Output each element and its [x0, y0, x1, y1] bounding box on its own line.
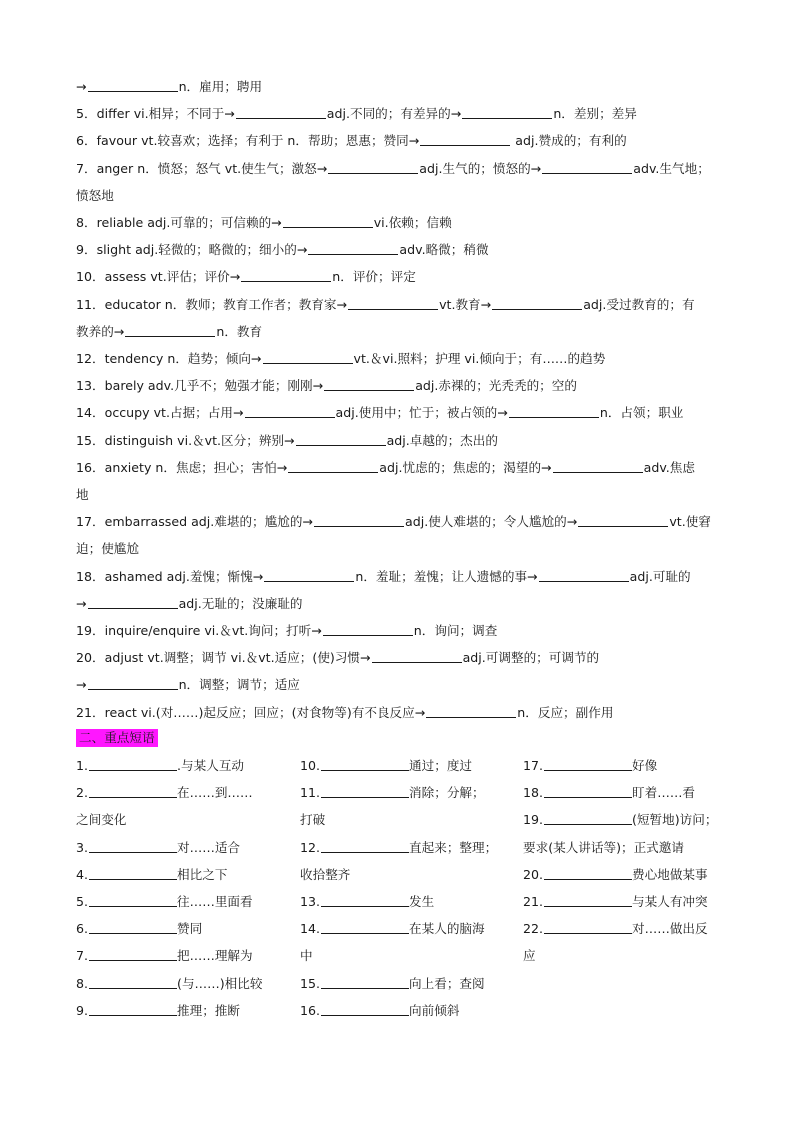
phrase-line: 17. 好像 — [523, 758, 658, 773]
fill-in-blank[interactable] — [89, 838, 177, 853]
fill-in-blank[interactable] — [321, 756, 409, 771]
phrase-line: 之间变化 — [76, 812, 127, 828]
fill-in-blank[interactable] — [245, 403, 335, 418]
fill-in-blank[interactable] — [542, 159, 632, 174]
fill-in-blank[interactable] — [89, 1001, 177, 1016]
fill-in-blank[interactable] — [492, 295, 582, 310]
phrase-line: 7. 把……理解为 — [76, 948, 253, 964]
vocab-line: 18．ashamed adj.羞愧；惭愧→ n．羞耻；羞愧；让人遗憾的事→ adj.可耻的 — [76, 568, 691, 584]
fill-in-blank[interactable] — [544, 756, 632, 771]
vocab-line: 17．embarrassed adj.难堪的；尴尬的→ adj.使人难堪的；令人尴尬的→ vt.使窘 — [76, 514, 711, 530]
vocab-line: 21．react vi.(对……)起反应；回应；(对食物等)有不良反应→ n．反应；副作用 — [76, 704, 614, 720]
phrase-line: 收拾整齐 — [300, 866, 351, 882]
phrase-line: 16. 向前倾斜 — [300, 1002, 460, 1018]
fill-in-blank[interactable] — [264, 567, 354, 582]
fill-in-blank[interactable] — [462, 104, 552, 119]
phrase-line: 6. 赞同 — [76, 921, 203, 937]
phrase-column-3 — [523, 752, 733, 970]
fill-in-blank[interactable] — [348, 295, 438, 310]
fill-in-blank[interactable] — [328, 159, 418, 174]
phrase-line: 要求(某人讲话等)；正式邀请 — [523, 839, 684, 855]
fill-in-blank[interactable] — [89, 783, 177, 798]
fill-in-blank[interactable] — [426, 703, 516, 718]
fill-in-blank[interactable] — [324, 376, 414, 391]
fill-in-blank[interactable] — [89, 919, 177, 934]
vocab-line: → n．雇用；聘用 — [76, 79, 263, 94]
vocab-line: 12．tendency n．趋势；倾向→ vt.＆vi.照料；护理 vi.倾向于；有……的趋势 — [76, 351, 606, 367]
phrase-line: 8. (与……)相比较 — [76, 975, 263, 991]
phrase-line: 21. 与某人有冲突 — [523, 894, 708, 910]
vocab-line: 16．anxiety n．焦虑；担心；害怕→ adj.忧虑的；焦虑的；渴望的→ adv.焦虑 — [76, 459, 695, 475]
fill-in-blank[interactable] — [321, 919, 409, 934]
phrase-line: 打破 — [300, 812, 326, 828]
phrase-line: 12. 直起来；整理； — [300, 839, 498, 855]
phrase-line: 2. 在……到…… — [76, 785, 253, 801]
phrase-line: 1. .与某人互动 — [76, 758, 245, 773]
fill-in-blank[interactable] — [321, 974, 409, 989]
fill-in-blank[interactable] — [544, 919, 632, 934]
fill-in-blank[interactable] — [323, 621, 413, 636]
phrase-line: 3. 对……适合 — [76, 839, 240, 855]
vocab-line: 5．differ vi.相异；不同于→ adj.不同的；有差异的→ n．差别；差异 — [76, 106, 637, 122]
fill-in-blank[interactable] — [321, 838, 409, 853]
fill-in-blank[interactable] — [544, 865, 632, 880]
phrase-line: 中 — [300, 948, 313, 964]
phrase-line: 9. 推理；推断 — [76, 1002, 240, 1018]
phrase-line: 14. 在某人的脑海 — [300, 921, 485, 937]
fill-in-blank[interactable] — [89, 946, 177, 961]
phrase-line: 22. 对……做出反 — [523, 921, 708, 937]
fill-in-blank[interactable] — [283, 213, 373, 228]
vocab-line: 9．slight adj.轻微的；略微的；细小的→ adv.略微；稍微 — [76, 242, 489, 258]
vocab-line: 14．occupy vt.占据；占用→ adj.使用中；忙于；被占领的→ n．占领；职业 — [76, 405, 684, 421]
fill-in-blank[interactable] — [553, 458, 643, 473]
fill-in-blank[interactable] — [88, 675, 178, 690]
phrase-line: 20. 费心地做某事 — [523, 866, 708, 882]
section-title-key-phrases: 二、重点短语 — [76, 729, 158, 747]
vocab-line: 地 — [76, 487, 89, 503]
vocab-line: 教养的→ n．教育 — [76, 323, 263, 339]
vocabulary-list — [76, 73, 726, 726]
vocab-line: 11．educator n．教师；教育工作者；教育家→ vt.教育→ adj.受过教育的；有 — [76, 296, 695, 312]
fill-in-blank[interactable] — [539, 567, 629, 582]
fill-in-blank[interactable] — [544, 892, 632, 907]
fill-in-blank[interactable] — [308, 240, 398, 255]
phrase-line: 13. 发生 — [300, 894, 435, 910]
phrase-line: 19. (短暂地)访问； — [523, 812, 718, 828]
fill-in-blank[interactable] — [89, 974, 177, 989]
vocab-line: 13．barely adv.几乎不；勉强才能；刚刚→ adj.赤裸的；光秃秃的；空的 — [76, 378, 577, 394]
vocab-line: → n．调整；调节；适应 — [76, 677, 300, 693]
fill-in-blank[interactable] — [578, 512, 668, 527]
fill-in-blank[interactable] — [420, 131, 510, 146]
phrase-line: 11. 消除；分解； — [300, 785, 485, 801]
vocab-line: → adj.无耻的；没廉耻的 — [76, 595, 303, 611]
vocab-line: 20．adjust vt.调整；调节 vi.＆vt.适应；(使)习惯→ adj.可调整的；可调节的 — [76, 650, 600, 666]
fill-in-blank[interactable] — [321, 783, 409, 798]
fill-in-blank[interactable] — [372, 648, 462, 663]
phrase-line: 4. 相比之下 — [76, 866, 228, 882]
fill-in-blank[interactable] — [288, 458, 378, 473]
fill-in-blank[interactable] — [88, 594, 178, 609]
vocab-line: 7．anger n．愤怒；怒气 vt.使生气；激怒→ adj.生气的；愤怒的→ adv.生气地； — [76, 160, 710, 176]
phrase-column-2 — [300, 752, 510, 1024]
fill-in-blank[interactable] — [321, 892, 409, 907]
fill-in-blank[interactable] — [125, 322, 215, 337]
fill-in-blank[interactable] — [89, 756, 177, 771]
fill-in-blank[interactable] — [241, 267, 331, 282]
vocab-line: 15．distinguish vi.＆vt.区分；辨别→ adj.卓越的；杰出的 — [76, 432, 498, 448]
phrase-line: 5. 往……里面看 — [76, 894, 253, 910]
phrase-line: 15. 向上看；查阅 — [300, 975, 485, 991]
fill-in-blank[interactable] — [89, 865, 177, 880]
phrase-line: 18. 盯着……看 — [523, 785, 695, 801]
vocab-line: 10．assess vt.评估；评价→ n．评价；评定 — [76, 269, 416, 285]
fill-in-blank[interactable] — [321, 1001, 409, 1016]
vocab-line: 愤怒地 — [76, 187, 114, 203]
fill-in-blank[interactable] — [544, 783, 632, 798]
fill-in-blank[interactable] — [88, 77, 178, 92]
fill-in-blank[interactable] — [314, 512, 404, 527]
vocab-line: 6．favour vt.较喜欢；选择；有利于 n．帮助；恩惠；赞同→ adj.赞成的；有利的 — [76, 133, 627, 149]
fill-in-blank[interactable] — [89, 892, 177, 907]
phrase-column-1 — [76, 752, 284, 1024]
fill-in-blank[interactable] — [509, 403, 599, 418]
fill-in-blank[interactable] — [263, 349, 353, 364]
phrase-line: 10. 通过；度过 — [300, 758, 472, 773]
phrase-line: 应 — [523, 948, 536, 964]
vocab-line: 迫；使尴尬 — [76, 541, 139, 557]
vocab-line: 8．reliable adj.可靠的；可信赖的→ vi.依赖；信赖 — [76, 215, 452, 231]
vocab-line: 19．inquire/enquire vi.＆vt.询问；打听→ n．询问；调查 — [76, 623, 498, 639]
fill-in-blank[interactable] — [236, 104, 326, 119]
fill-in-blank[interactable] — [296, 431, 386, 446]
fill-in-blank[interactable] — [544, 810, 632, 825]
